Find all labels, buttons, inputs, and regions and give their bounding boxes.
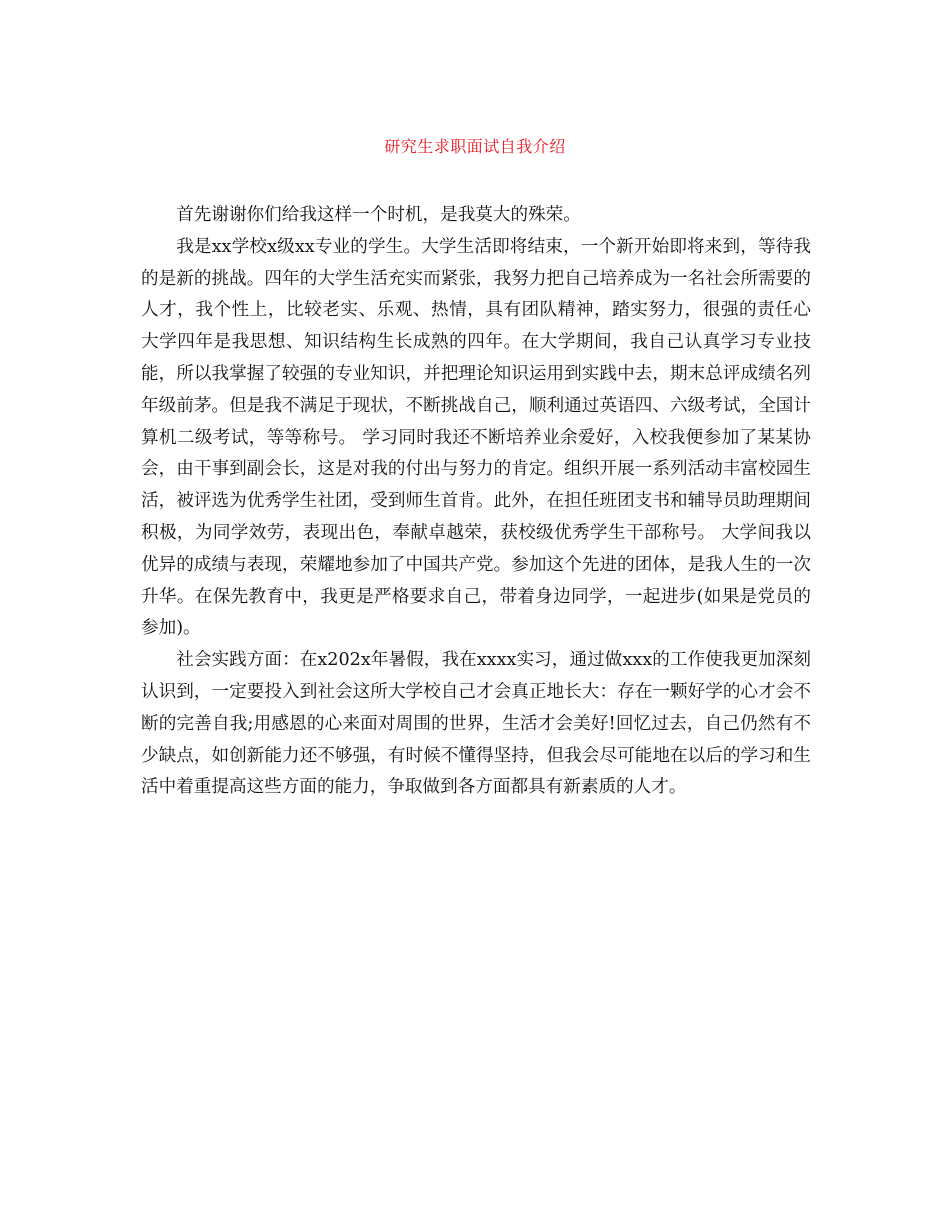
paragraph-opening: 首先谢谢你们给我这样一个时机，是我莫大的殊荣。 bbox=[176, 205, 581, 225]
paragraph-practice: 社会实践方面：在x202x年暑假，我在xxxx实习，通过做xxx的工作使我更加深刻认识到，一定要投入到社会这所大学校自己才会真正地长大：存在一颗好学的心才会不断的完善自我;用感恩的心来面对周围的世界，生活才会美好!回忆过去，自己仍然有不少缺点，如创新能力还不够强，有时候不懂得坚持，但我会尽可能地在以后的学习和生活中着重提高这些方面的能力，争取做到各方面都具有新素质的人才。 bbox=[141, 650, 811, 798]
document-body bbox=[141, 200, 811, 804]
paragraph-education: 我是xx学校x级xx专业的学生。大学生活即将结束，一个新开始即将来到，等待我的是新的挑战。四年的大学生活充实而紧张，我努力把自己培养成为一名社会所需要的人才，我个性上，比较老实、乐观、热情，具有团队精神，踏实努力，很强的责任心 大学四年是我思想、知识结构生长成熟的四年。在大学期间，我自己认真学习专业技能，所以我掌握了较强的专业知识，并把理论知识运用到实践中去，期末总评成绩名列年级前茅。但是我不满足于现状，不断挑战自己，顺利通过英语四、六级考试，全国计算机二级考试，等等称号。 学习同时我还不断培养业余爱好，入校我便参加了某某协会，由干事到副会长，这是对我的付出与努力的肯定。组织开展一系列活动丰富校园生活，被评选为优秀学生社团，受到师生首肯。此外，在担任班团支书和辅导员助理期间积极，为同学效劳，表现出色，奉献卓越荣，获校级优秀学生干部称号。 大学间我以优异的成绩与表现，荣耀地参加了中国共产党。参加这个先进的团体，是我人生的一次升华。在保先教育中，我更是严格要求自己，带着身边同学，一起进步(如果是党员的参加)。 bbox=[141, 236, 811, 639]
document-title: 研究生求职面试自我介绍 bbox=[384, 137, 566, 156]
